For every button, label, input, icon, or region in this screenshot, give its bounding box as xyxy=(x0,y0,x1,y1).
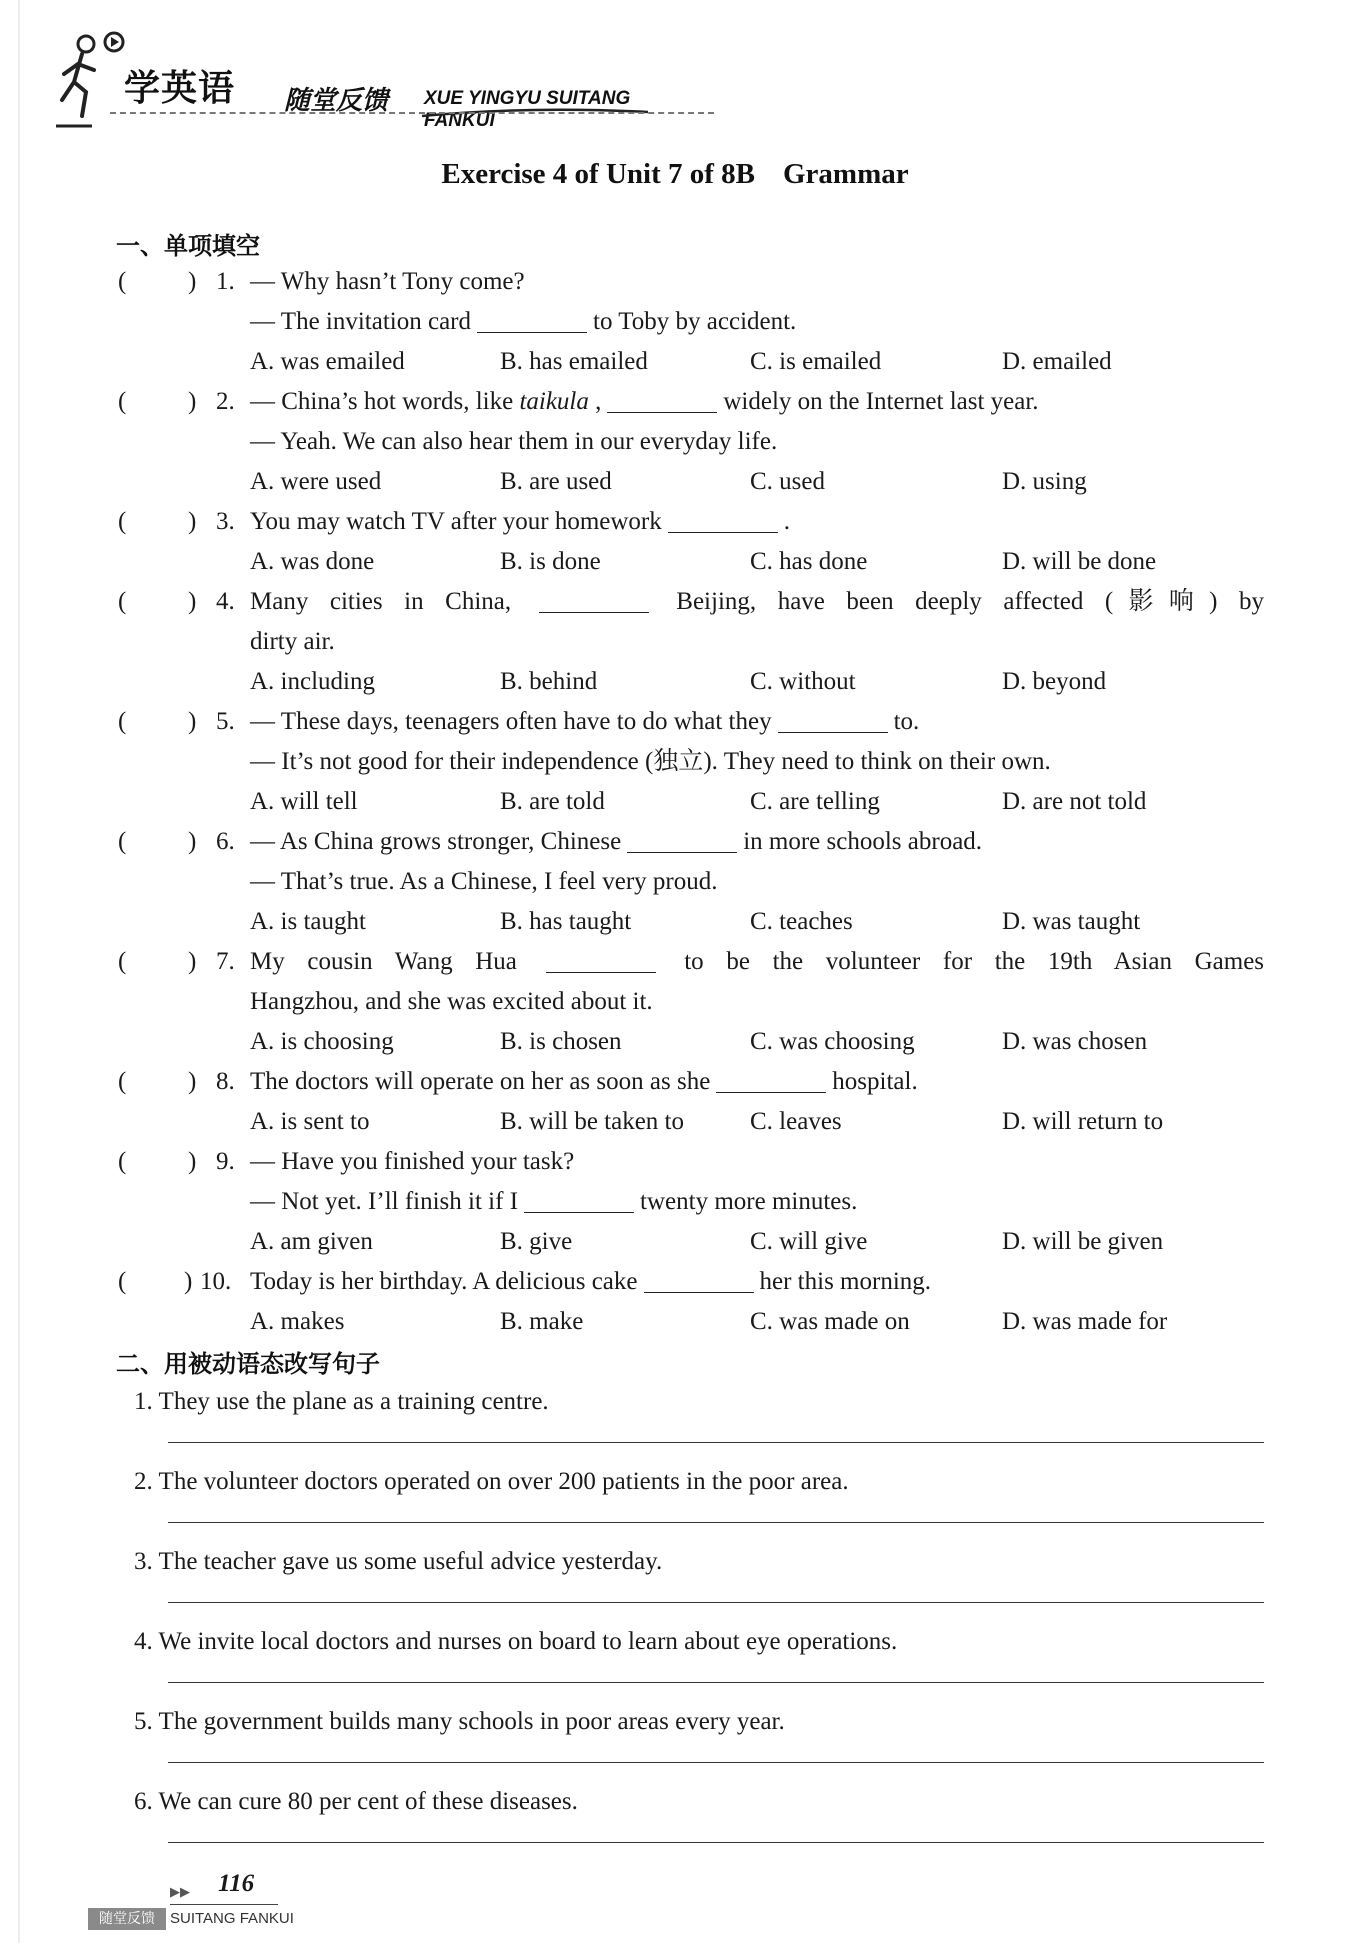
runner-logo-icon xyxy=(52,30,132,130)
question-number: 6. xyxy=(216,828,235,855)
question-line: dirty air. xyxy=(250,628,335,655)
section2-heading: 二、用被动语态改写句子 xyxy=(116,1350,380,1378)
question-5: ( ) 5. — These days, teenagers often have to do what they to. — It’s not good for their independence (独立). They need to think on their own. A. will tell B. are told C. are telling D. are not told xyxy=(0,702,1350,822)
question-number: 4. xyxy=(216,588,235,615)
answer-blank[interactable] xyxy=(524,1184,634,1213)
option-c: C. has done xyxy=(750,548,868,575)
option-d: D. will return to xyxy=(1002,1108,1164,1135)
rewrite-sentence: 6. We can cure 80 per cent of these diseases. xyxy=(134,1788,578,1815)
option-a: A. was done xyxy=(250,548,375,575)
rewrite-sentence: 4. We invite local doctors and nurses on board to learn about eye operations. xyxy=(134,1628,898,1655)
answer-blank[interactable] xyxy=(644,1264,754,1293)
footer-badge: 随堂反馈 xyxy=(88,1908,166,1930)
question-line: — Yeah. We can also hear them in our everyday life. xyxy=(250,428,778,455)
rewrite-sentence: 1. They use the plane as a training centre. xyxy=(134,1388,549,1415)
option-c: C. leaves xyxy=(750,1108,842,1135)
option-b: B. will be taken to xyxy=(500,1108,684,1135)
option-c: C. used xyxy=(750,468,825,495)
option-a: A. including xyxy=(250,668,375,695)
question-stem: — China’s hot words, like xyxy=(250,388,520,415)
question-line: — Not yet. I’ll finish it if I xyxy=(250,1188,519,1215)
question-line: — It’s not good for their independence (独立). They need to think on their own. xyxy=(250,748,1051,775)
question-number: 2. xyxy=(216,388,235,415)
question-7: ( ) 7. My cousin Wang Hua to be the volunteer for the 19th Asian Games Hangzhou, and she was excited about it. A. is choosing B. is chosen C. was choosing D. was chosen xyxy=(0,942,1350,1062)
option-b: B. give xyxy=(500,1228,573,1255)
question-stem: You may watch TV after your homework xyxy=(250,508,662,535)
option-b: B. has taught xyxy=(500,908,632,935)
question-stem-end: widely on the Internet last year. xyxy=(723,388,1039,415)
option-a: A. makes xyxy=(250,1308,345,1335)
answer-line[interactable] xyxy=(168,1522,1264,1523)
header-dashed-rule xyxy=(110,112,714,114)
question-stem: Many cities in China, xyxy=(250,588,512,615)
rewrite-sentence: 2. The volunteer doctors operated on over 200 patients in the poor area. xyxy=(134,1468,849,1495)
topic-title: Grammar xyxy=(782,158,909,190)
question-6: ( ) 6. — As China grows stronger, Chinese in more schools abroad. — That’s true. As a Chinese, I feel very proud. A. is taught B. has taught C. teaches D. was taught xyxy=(0,822,1350,942)
option-a: A. is choosing xyxy=(250,1028,394,1055)
option-c: C. without xyxy=(750,668,856,695)
option-d: D. are not told xyxy=(1002,788,1147,815)
answer-line[interactable] xyxy=(168,1442,1264,1443)
footer-pinyin: SUITANG FANKUI xyxy=(170,1910,294,1927)
question-8: ( ) 8. The doctors will operate on her as soon as she hospital. A. is sent to B. will be taken to C. leaves D. will return to xyxy=(0,1062,1350,1142)
question-stem: — As China grows stronger, Chinese xyxy=(250,828,622,855)
question-stem-end: to be the volunteer for the 19th Asian Games xyxy=(684,948,1265,975)
question-number: 10. xyxy=(200,1268,232,1295)
option-d: D. was chosen xyxy=(1002,1028,1148,1055)
answer-blank[interactable] xyxy=(668,504,778,533)
option-a: A. will tell xyxy=(250,788,358,815)
option-b: B. has emailed xyxy=(500,348,648,375)
option-d: D. will be done xyxy=(1002,548,1157,575)
brand-subtitle: 随堂反馈 xyxy=(284,86,389,116)
question-line-end: to Toby by accident. xyxy=(593,308,797,335)
option-c: C. will give xyxy=(750,1228,868,1255)
option-d: D. was made for xyxy=(1002,1308,1168,1335)
question-number: 7. xyxy=(216,948,235,975)
answer-blank[interactable] xyxy=(716,1064,826,1093)
question-10: ( ) 10. Today is her birthday. A delicious cake her this morning. A. makes B. make C. was made on D. was made for xyxy=(0,1262,1350,1342)
question-stem: The doctors will operate on her as soon as she xyxy=(250,1068,711,1095)
option-c: C. is emailed xyxy=(750,348,882,375)
page-title xyxy=(0,158,1350,191)
answer-line[interactable] xyxy=(168,1602,1264,1603)
answer-line[interactable] xyxy=(168,1762,1264,1763)
question-4: ( ) 4. Many cities in China, Beijing, have been deeply affected (影响) by dirty air. A. including B. behind C. without D. beyond xyxy=(0,582,1350,702)
brand-pinyin: XUE YINGYU SUITANG FANKUI xyxy=(424,88,631,131)
answer-blank[interactable] xyxy=(546,944,656,973)
option-b: B. are used xyxy=(500,468,612,495)
question-number: 9. xyxy=(216,1148,235,1175)
option-b: B. is done xyxy=(500,548,601,575)
answer-blank[interactable] xyxy=(627,824,737,853)
option-a: A. were used xyxy=(250,468,382,495)
option-b: B. is chosen xyxy=(500,1028,622,1055)
option-a: A. is taught xyxy=(250,908,366,935)
question-1: ( ) 1. — Why hasn’t Tony come? — The invitation card to Toby by accident. A. was emailed B. has emailed C. is emailed D. emailed xyxy=(0,262,1350,382)
question-stem: — Have you finished your task? xyxy=(250,1148,575,1175)
question-3: ( ) 3. You may watch TV after your homework . A. was done B. is done C. has done D. will be done xyxy=(0,502,1350,582)
option-a: A. am given xyxy=(250,1228,373,1255)
answer-line[interactable] xyxy=(168,1682,1264,1683)
question-line: Hangzhou, and she was excited about it. xyxy=(250,988,653,1015)
question-stem: — These days, teenagers often have to do what they xyxy=(250,708,772,735)
page-number: 116 xyxy=(218,1870,255,1897)
header-banner xyxy=(52,28,672,131)
question-9: ( ) 9. — Have you finished your task? — Not yet. I’ll finish it if I twenty more minutes. A. am given B. give C. will give D. will be given xyxy=(0,1142,1350,1262)
section1-heading: 一、单项填空 xyxy=(116,232,260,260)
question-number: 5. xyxy=(216,708,235,735)
option-c: C. teaches xyxy=(750,908,853,935)
option-a: A. was emailed xyxy=(250,348,405,375)
option-c: C. are telling xyxy=(750,788,880,815)
option-d: D. was taught xyxy=(1002,908,1141,935)
question-stem-end: Beijing, have been deeply affected (影响) by xyxy=(676,588,1265,615)
answer-blank[interactable] xyxy=(539,584,649,613)
question-line: — That’s true. As a Chinese, I feel very proud. xyxy=(250,868,718,895)
question-number: 8. xyxy=(216,1068,235,1095)
option-c: C. was choosing xyxy=(750,1028,915,1055)
answer-blank[interactable] xyxy=(607,384,717,413)
option-d: D. beyond xyxy=(1002,668,1107,695)
option-d: D. using xyxy=(1002,468,1087,495)
option-b: B. behind xyxy=(500,668,598,695)
option-b: B. make xyxy=(500,1308,584,1335)
exercise-title: Exercise 4 of Unit 7 of 8B xyxy=(441,158,755,190)
option-b: B. are told xyxy=(500,788,605,815)
question-number: 3. xyxy=(216,508,235,535)
answer-blank[interactable] xyxy=(477,304,587,333)
question-stem: Today is her birthday. A delicious cake xyxy=(250,1268,638,1295)
rewrite-sentence: 3. The teacher gave us some useful advice yesterday. xyxy=(134,1548,663,1575)
option-d: D. will be given xyxy=(1002,1228,1164,1255)
rewrite-sentence: 5. The government builds many schools in poor areas every year. xyxy=(134,1708,785,1735)
double-arrow-icon: ▶▶ xyxy=(170,1884,190,1899)
question-line: — The invitation card xyxy=(250,308,472,335)
question-stem: — Why hasn’t Tony come? xyxy=(250,268,525,295)
option-c: C. was made on xyxy=(750,1308,910,1335)
answer-blank[interactable] xyxy=(778,704,888,733)
question-2: ( ) 2. — China’s hot words, like taikula , widely on the Internet last year. — Yeah. We can also hear them in our everyday life. A. were used B. are used C. used D. using xyxy=(0,382,1350,502)
option-d: D. emailed xyxy=(1002,348,1112,375)
question-number: 1. xyxy=(216,268,235,295)
italic-word: taikula xyxy=(519,388,589,415)
brand-title: 学英语 xyxy=(124,68,236,109)
question-stem: My cousin Wang Hua xyxy=(250,948,517,975)
option-a: A. is sent to xyxy=(250,1108,370,1135)
page-number-rule xyxy=(170,1904,278,1905)
answer-line[interactable] xyxy=(168,1842,1264,1843)
